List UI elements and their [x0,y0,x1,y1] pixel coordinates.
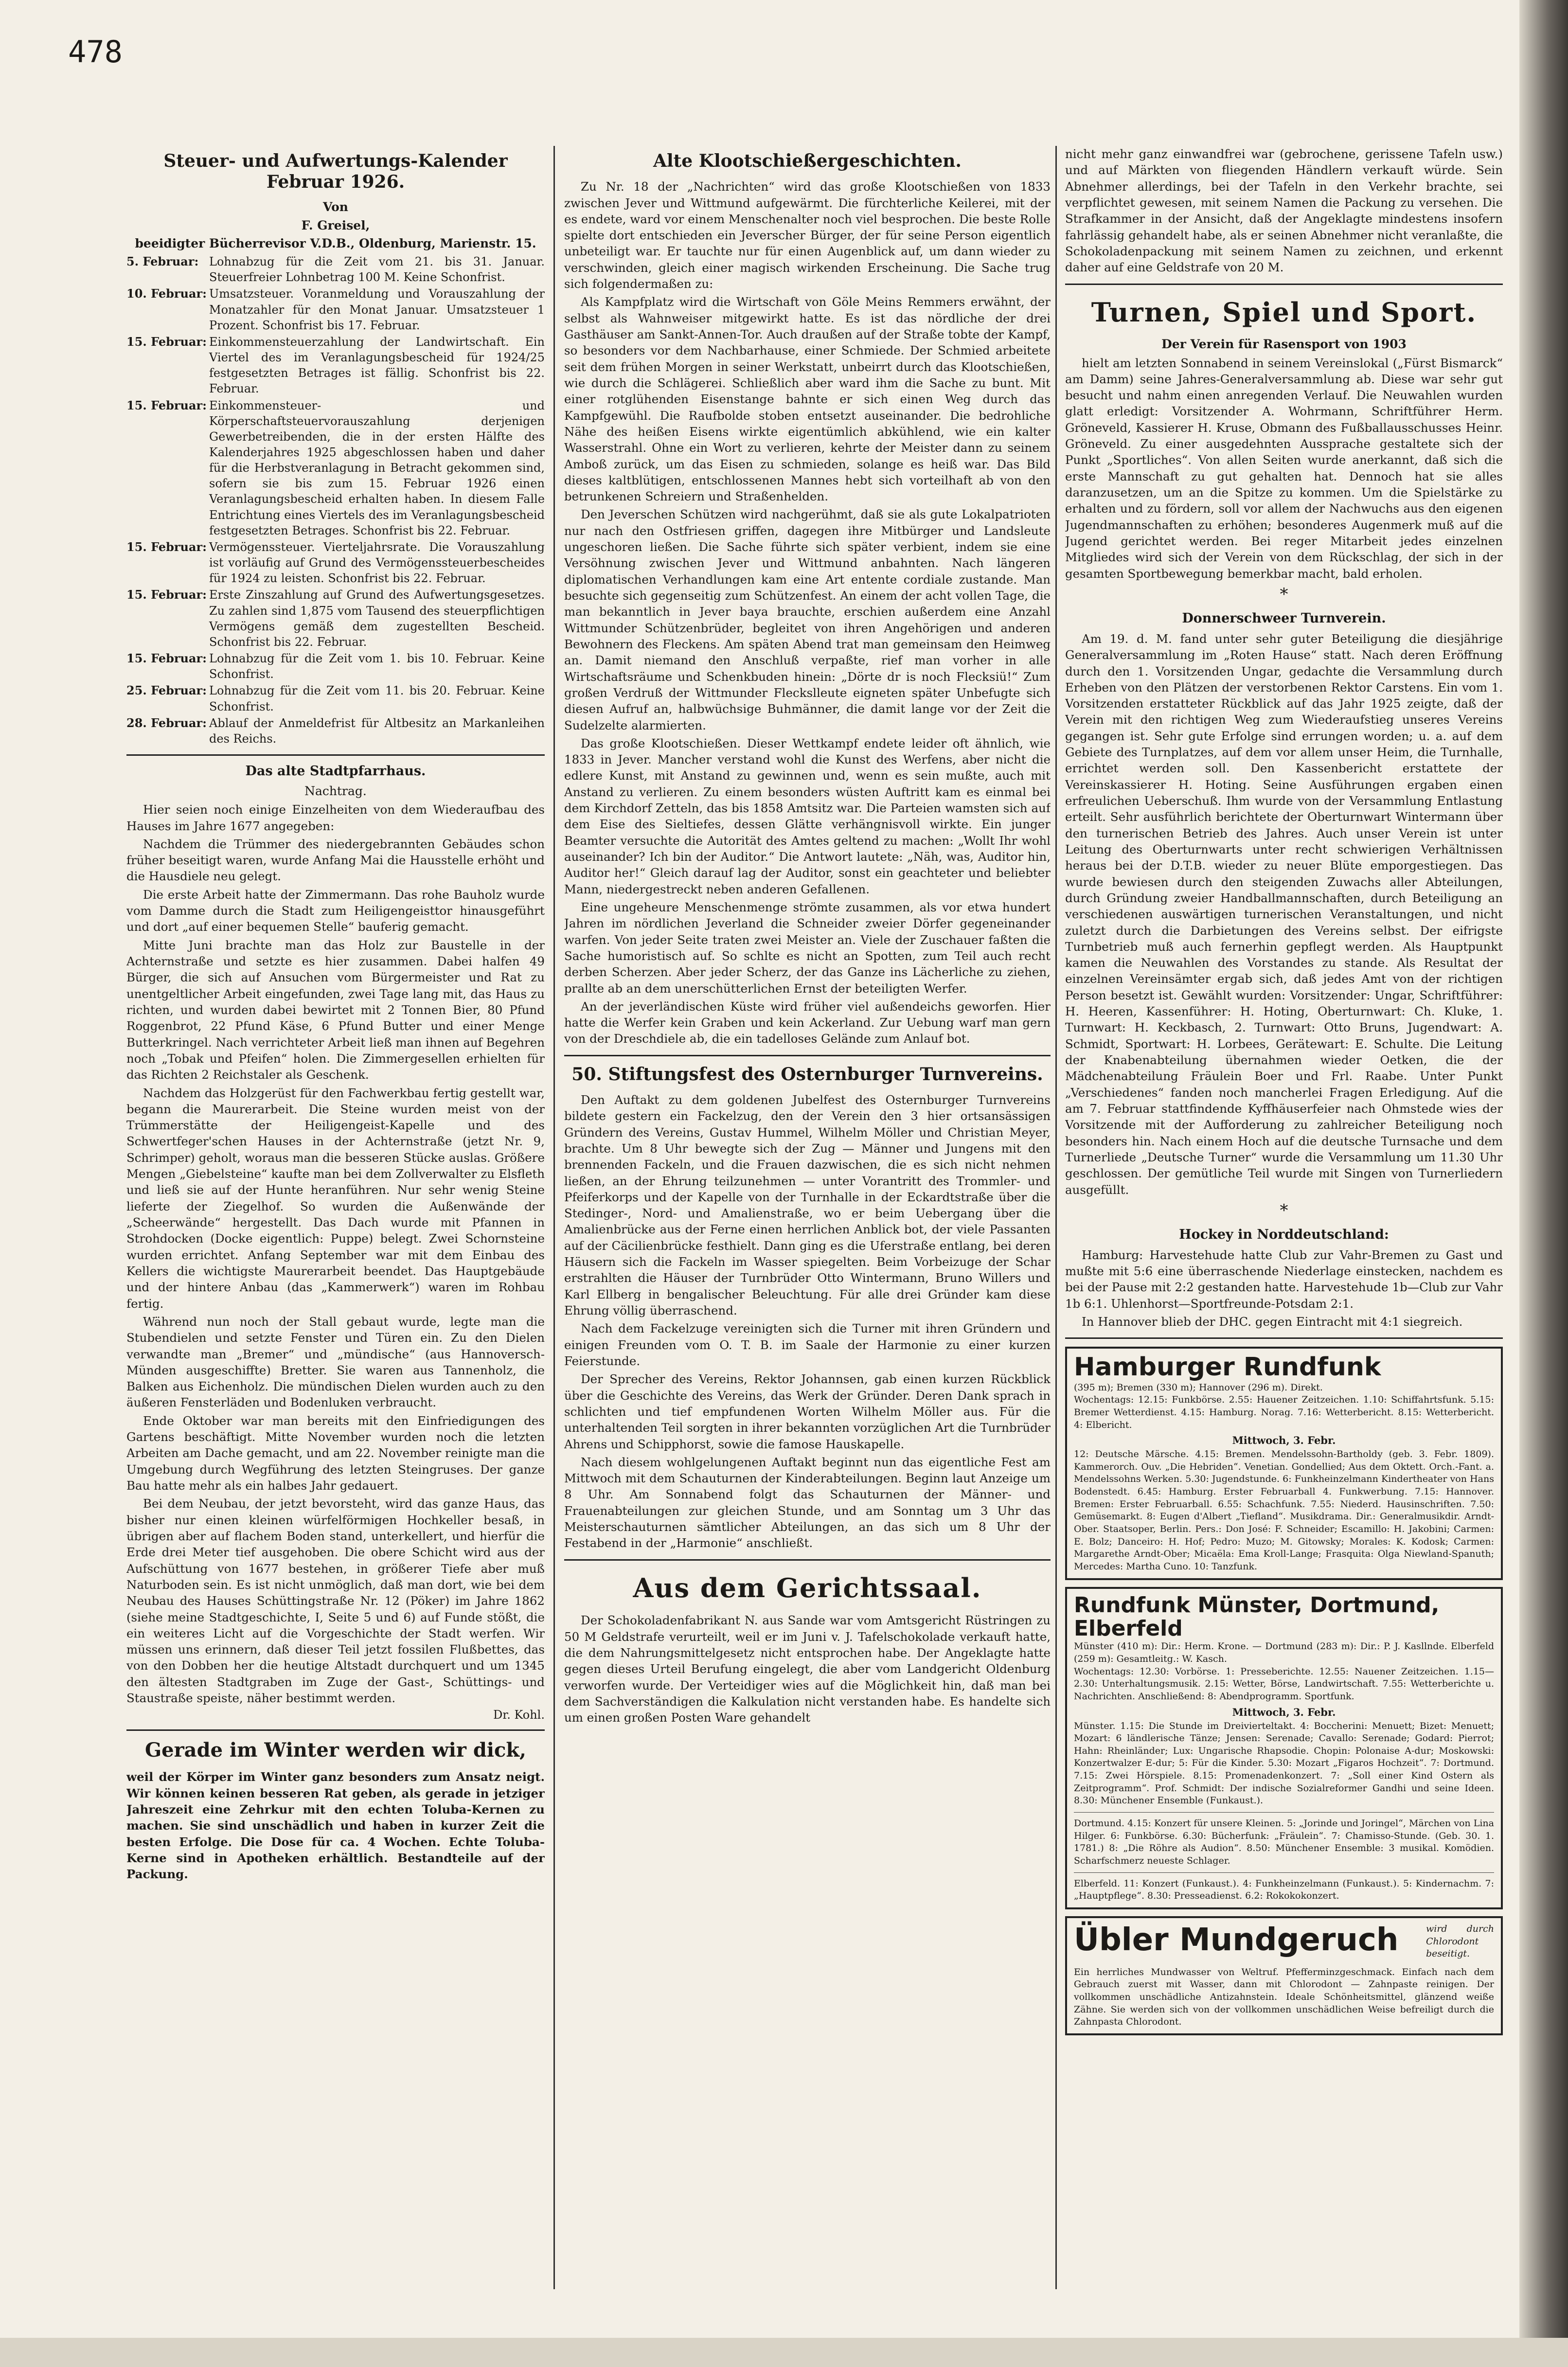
article-title: Steuer- und Aufwertungs-Kalender Februar 1926. [163,151,508,193]
listing-title: Rundfunk Münster, Dortmund, Elberfeld [1074,1592,1440,1641]
calendar-entry [126,651,545,682]
pfarrhaus-article [126,764,545,1722]
divider [1074,1812,1494,1813]
calendar-date: 5. Februar: [126,254,199,269]
listing-meta: Münster (410 m): Dir.: Herm. Krone. — Dortmund (283 m): Dir.: P. J. Kasllnde. Elberfeld (259 m): Gesamtleitg.: W. Kasch. [1074,1641,1494,1664]
column-divider [1055,146,1057,2289]
column-left [126,146,545,2314]
paragraph: Den Jeverschen Schützen wird nachgerühmt, daß sie als gute Lokalpatrioten nur nach den Ostfriesen griffen, dagegen ihre Mitbürger und Landsleute ungeschoren ließen. Die Sache führte sich später verbient, indem sie eine Versöhnung zwischen Jever und Wittmund anbahnten. Nach längeren diplomatischen Verhandlungen kam eine Art entente cordiale zustande. Man besuchte sich gegenseitig zum Schützenfest. An einem der acht vollen Tage, die man bekanntlich in Jever baya brauchte, erschien außerdem eine Anzahl Wittmunder Schützenbrüder, begleitet von ihren Angehörigen und anderen Bewohnern des Fleckens. Am späten Abend trat man gemeinsam den Heimweg an. Damit niemand den Anschluß verpaßte, rief man vorher in alle Wirtschaftsräume und Schenkbuden hinein: „Dörte dr is noch Flecksiü!“ Zum großen Verdruß der Wittmunder Fleckslleute eigneten später Unbefugte sich diesen Aufruf an, halbwüchsige Buhmänner, die damit lange vor der Zeit die Sudelzelte alarmierten. [564,507,1051,732]
article-subtitle: Der Verein für Rasensport von 1903 [1161,337,1407,352]
signature: Dr. Kohl. [493,1708,545,1722]
scan-bottom-margin [0,2338,1568,2367]
paragraph: Am 19. d. M. fand unter sehr guter Beteiligung die diesjährige Generalversammlung im „Roten Hause“ statt. Nach deren Eröffnung durch den 1. Vorsitzenden Ungar, gedachte die Versammlung durch Erheben von den Plätzen der verstorbenen Rektor Carstens. Ein vom 1. Vorsitzenden erstatteter Rückblick auf das Jahr 1925 zeigte, daß der Verein mit den richtigen Weg zum Wiederaufstieg unseres Vereins gegangen ist. Sehr gute Erfolge sind errungen worden; u. a. auf dem Gebiete des Turnplatzes, auf dem vor allem unser Heim, die Turnhalle, errichtet werden soll. Den Kassenbericht erstattete der Vereinskassierer H. Hoting. Seine Ausführungen ergaben einen erfreulichen Ueberschuß. Ihm wurde von der Versammlung Entlastung erteilt. Sehr ausführlich berichtete der Oberturnwart Wintermann über den turnerischen Betrieb des Jahres. Auch unser Verein ist unter Leitung des Oberturnwarts unter recht schwierigen Verhältnissen heraus bei der D.T.B. wieder zu neuer Blüte emporgestiegen. Das wurde bewiesen durch den steigenden Zuwachs aller Abteilungen, durch Gründung zweier Handballmannschaften, durch Beteiligung an verschiedenen auswärtigen turnerischen Veranstaltungen, und nicht zuletzt durch die Darbietungen des Vereins selbst. Der eifrigste Turnbetrieb muß auch fernerhin gepflegt werden. Als Hauptpunkt kamen die Neuwahlen des Vorstandes zu stande. Als Resultat der einzelnen Vereinsämter ergab sich, daß jedes Amt von der richtigen Person besetzt ist. Gewählt wurden: Vorsitzender: Ungar, Schriftführer: H. Heeren, Kassenführer: H. Hoting, Oberturnwart: Ch. Kluke, 1. Turnwart: H. Keckbasch, 2. Turnwart: Otto Bruns, Jugendwart: A. Schmidt, Sportwart: H. Lorbees, Gerätewart: E. Schulte. Die Leitung der Knabenabteilung übernahmen wieder Oetken, die der Mädchenabteilung Fräulein Boer und Frl. Raabe. Unter Punkt „Verschiedenes“ fanden noch mancherlei Fragen Erledigung. Auf die am 7. Februar stattfindende Kyffhäuserfeier nach Ohmstede wies der Vorsitzende mit der Aufforderung zu zahlreicher Beteiligung noch besonders hin. Nach einem Hoch auf die deutsche Turnsache und dem Turnerliede „Deutsche Turner“ wurde die Versammlung um 11.30 Uhr geschlossen. Der gemütliche Teil wurde mit Singen von Turnerliedern ausgefüllt. [1065,631,1503,1197]
article-title: Hockey in Norddeutschland: [1179,1227,1389,1242]
paragraph: Während nun noch der Stall gebaut wurde, legte man die Stubendielen und setzte Fenster und Türen ein. Zu den Dielen verwandte man „Bremer“ und „mündische“ (aus Hannoversch-Münden ausgeschiffte) Bretter. Sie waren aus Tannenholz, die Balken aus Eichenholz. Die mündischen Dielen wurden auch zu den äußeren Fensterläden und Bodenluken verbraucht. [126,1314,545,1410]
calendar-entry [126,254,545,285]
paragraph: Nach diesem wohlgelungenen Auftakt beginnt nun das eigentliche Fest am Mittwoch mit dem Schauturnen der Kinderabteilungen. Beginn laut Anzeige um 8 Uhr. Am Sonnabend folgt das Schauturnen der Männer- und Frauenabteilungen zur gleichen Stunde, und am Sonntag um 3 Uhr das Meisterschauturnen sämtlicher Abteilungen, an das sich um 8 Uhr der Festabend in der „Harmonie“ anschließt. [564,1455,1051,1550]
scan-edge-shadow [1519,0,1568,2367]
calendar-date: 25. Februar: [126,683,207,698]
paragraph: Bei dem Neubau, der jetzt bevorsteht, wird das ganze Haus, das bisher nur einen kleinen würfelförmigen Hochkeller besaß, in übrigen aber auf flachem Boden stand, unterkellert, und hierfür die Erde drei Meter tief ausgehoben. Die obere Schicht wird aus der Aufschüttung von 1677 bestehen, in größerer Tiefe aber muß Naturboden sein. Es ist nicht unmöglich, daß man dort, wie bei dem Neubau des Hauses Schüttingstraße Nr. 12 (Pöker) im Jahre 1862 (siehe meine Stadtgeschichte, I, Seite 5 und 6) auf Funde stößt, die ein weiteres Licht auf die Vorgeschichte der Stadt werfen. Wir müssen uns erinnern, daß dieser Teil jetzt fossilen Flußbettes, das von den Dobben her die heutige Altstadt durchquert und um 1345 den ältesten Stadtgraben im Zuge der Gast-, Schüttings- und Staustraße speiste, näher bestimmt werden. [126,1496,545,1706]
separator-star: * [1280,1200,1288,1220]
hockey-article [1065,1227,1503,1330]
paragraph: Die erste Arbeit hatte der Zimmermann. Das rohe Bauholz wurde vom Damme durch die Stadt zum Heiligengeisttor hinausgeführt und dort „auf einer bequemen Stelle“ bauferig gemacht. [126,887,545,934]
kloot-article [564,151,1051,1047]
calendar-entry [126,715,545,747]
hamburg-radio-listing [1065,1347,1503,1580]
listing-title: Hamburger Rundfunk [1074,1353,1381,1382]
divider [1074,1872,1494,1873]
chlorodont-advertisement [1065,1916,1503,2035]
calendar-text: Ablauf der Anmeldefrist für Altbesitz an Markanleihen des Reichs. [209,716,545,746]
article-title: Alte Klootschießergeschichten. [653,151,962,171]
ad-title: Gerade im Winter werden wir dick, [145,1739,526,1762]
calendar-date: 10. Februar: [126,286,207,301]
calendar-text: Lohnabzug für die Zeit vom 1. bis 10. Februar. Keine Schonfrist. [209,652,545,681]
calendar-date: 15. Februar: [126,398,207,412]
paragraph: Nachdem das Holzgerüst für den Fachwerkbau fertig gestellt war, begann die Maurerarbeit. Die Steine wurden meist von der Trümmerstätte der Heiligengeist-Kapelle und des Schwertfeger'schen Hauses in der Achternstraße (jetzt Nr. 9, Schrimper) geholt, woraus man die besseren Stücke auslas. Größere Mengen „Giebelsteine“ kaufte man bei dem Zollverwalter zu Elsfleth und ließ sie auf der Hunte heranführen. Nur sehr wenig Steine lieferte der Ziegelhof. So wurden die Außenwände der „Scheerwände“ hergestellt. Das Dach wurde mit Pfannen in Strohdocken (Docke eigentlich: Puppe) belegt. Zwei Schornsteine wurden errichtet. Anfang September war mit dem Einbau des Kellers die wichtigste Maurerarbeit beendet. Das Hauptgebäude und der hintere Anbau (das „Kammerwerk“) waren im Rohbau fertig. [126,1086,545,1311]
calendar-date: 28. Februar: [126,715,207,730]
paragraph: Nach dem Fackelzuge vereinigten sich die Turner mit ihren Gründern und einigen Freunden vom O. T. B. im Saale der Harmonie zu einer kurzen Feierstunde. [564,1321,1051,1368]
article-title: Aus dem Gerichtssaal. [633,1572,982,1603]
paragraph: An der jeverländischen Küste wird früher viel außendeichs geworfen. Hier hatte die Werfer kein Graben und kein Ackerland. Zur Uebung warf man gern von der Dreschdiele ab, die ein tadelloses Gelände zum Anlauf bot. [564,999,1051,1046]
sport-article [1065,297,1503,582]
tax-calendar-article [126,151,545,747]
paragraph: In Hannover blieb der DHC. gegen Eintracht mit 4:1 siegreich. [1082,1315,1463,1329]
paragraph: Nachdem die Trümmer des niedergebrannten Gebäudes schon früher beseitigt waren, wurde Anfang Mai die Hausstelle erhöht und die Hausdiele neu gelegt. [126,836,545,884]
article-title: Das alte Stadtpfarrhaus. [245,763,426,779]
column-middle [564,146,1051,2314]
paragraph: Hier seien noch einige Einzelheiten von dem Wiederaufbau des Hauses im Jahre 1677 angegeben: [126,802,545,833]
column-divider [553,146,555,2289]
separator-star: * [1280,584,1288,604]
article-body [1065,631,1503,1198]
divider [126,1729,545,1731]
divider [1065,1337,1503,1339]
listing-day: Mittwoch, 3. Febr. [1232,1434,1336,1447]
byline-von: Von [323,200,348,214]
article-body [564,178,1051,1047]
calendar-date: 15. Februar: [126,539,207,554]
calendar-text: Einkommensteuer- und Körperschaftsteuervorauszahlung derjenigen Gewerbetreibenden, die in der ersten Hälfte des Kalenderjahres 1925 abgeschlossen haben und daher für die Herbstveranlagung in Betracht gekommen sind, sofern sie bis zum 15. Februar 1926 einen Veranlagungsbescheid erhalten haben. In diesem Falle Entrichtung eines Viertels des im Veranlagungsbescheid festgesetzten Betrages. Schonfrist bis 22. Februar. [209,398,545,537]
paragraph: Das große Klootschießen. Dieser Wettkampf endete leider oft ähnlich, wie 1833 in Jever. Mancher verstand wohl die Kunst des Werfens, aber nicht die edlere Kunst, mit Anstand zu gewinnen und, wenn es sein mußte, auch mit Anstand zu verlieren. Zu einem besonders wüsten Auftritt kam es einmal bei dem Kirchdorf Zetteln, das bis 1858 Amtsitz war. Die Parteien wamsten sich auf dem Eise des Sieltiefes, dessen Glätte verhängnisvoll wirkte. Ein junger Beamter versuchte die Autorität des Amtes geltend zu machen: „Wollt Ihr wohl auseinander? Ich bin der Auditor.“ Die Antwort lautete: „Näh, was, Auditor hin, Auditor her!“ Gleich darauf lag der Auditor, sonst ein geachteter und beliebter Mann, niedergestreckt neben anderen Gefallenen. [564,736,1051,896]
paragraph: Ende Oktober war man bereits mit den Einfriedigungen des Gartens beschäftigt. Mitte November wurden noch die letzten Arbeiten am Dache gemacht, und am 22. November reinigte man die Umgebung durch Wegführung des letzten Steingruses. Der ganze Bau hatte mehr als ein halbes Jahr gedauert. [126,1413,545,1493]
calendar-date: 15. Februar: [126,651,207,666]
calendar-entry [126,539,545,586]
calendar-entry [126,398,545,538]
toluba-advertisement [126,1739,545,1882]
paragraph: Als Kampfplatz wird die Wirtschaft von Göle Meins Remmers erwähnt, der selbst als Wahnweiser mitgewirkt hatte. Es ist das nördliche der drei Gasthäuser am Sankt-Annen-Tor. Auch draußen auf der Straße tobte der Kampf, so besonders vor dem Nachbarhause, einer Schmiede. Der Schmied arbeitete seit dem frühen Morgen in seiner Werkstatt, unbeirrt durch das Klootschießen, wie durch die Schlägerei. Schließlich aber ward ihm die Sache zu bunt. Mit einer rotglühenden Eisenstange bahnte er sich einen Weg durch das Kampfgewühl. Die Raufbolde stoben entsetzt auseinander. Die bedrohliche Nähe des heißen Eisens wirkte eigentümlich abkühlend, wie ein kalter Wasserstrahl. Ohne ein Wort zu verlieren, kehrte der Meister dann zu seinem Amboß zurück, um das Eisen zu schmieden, solange es heiß war. Das Bild dieses kaltblütigen, entschlossenen Mannes hebt sich vorteilhaft ab von den betrunkenen Schreiern und Straßenhelden. [564,295,1051,504]
listing-dortmund: Dortmund. 4.15: Konzert für unsere Kleinen. 5: „Jorinde und Joringel“, Märchen von Lina Hilger. 6: Funkbörse. 6.30: Bücherfunk: „Fräulein“. 7: Chamisso-Stunde. (Geb. 30. 1. 1781.) 8: „Die Röhre als Audion“. 8.50: Münchener Ensemble: 3 musikal. Komödien. Scharfschmerz neueste Schlager. [1074,1818,1494,1866]
divider [564,1559,1051,1561]
listing-intro: Wochentags: 12.15: Funkbörse. 2.55: Hauener Zeitzeichen. 1.10: Schiffahrtsfunk. 5.15: Bremer Wetterdienst. 4.15: Hamburg. Norag. 7.16: Wetterbericht. 8.15: Wetterbericht. 4: Elbericht. [1074,1394,1494,1430]
paragraph: Eine ungeheure Menschenmenge strömte zusammen, als vor etwa hundert Jahren im nördlichen Jeverland die Schneider zweier Dörfer gegeneinander warfen. Von jeder Seite traten zwei Meister an. Viele der Zuschauer faßten die Sache humoristisch auf. So schlte es nicht an Spotten, zum Teil auch recht derben Scherzen. Aber jeder Scherz, der das Ganze ins Lächerliche zu ziehen, prallte ab an dem unerschütterlichen Ernst der beteiligten Werfer. [564,900,1051,996]
ad-text: weil der Körper im Winter ganz besonders zum Ansatz neigt. Wir können keinen besseren Rat geben, als gerade in jetziger Jahreszeit eine Zehrkur mit den echten Toluba-Kernen zu machen. Sie sind unschädlich und haben in kurzer Zeit die besten Erfolge. Die Dose für ca. 4 Wochen. Echte Toluba-Kerne sind in Apotheken erhältlich. Bestandteile auf der Packung. [126,1770,545,1882]
listing-elberfeld: Elberfeld. 11: Konzert (Funkaust.). 4: Funkheinzelmann (Funkaust.). 5: Kindernachm. 7: „Hauptpflege“. 8.30: Presseadienst. 6.2: Rokokokonzert. [1074,1878,1494,1902]
paragraph: hielt am letzten Sonnabend in seinem Vereinslokal („Fürst Bismarck“ am Damm) seine Jahres-Generalversammlung ab. Diese war sehr gut besucht und nahm einen anregenden Verlauf. Die Neuwahlen wurden glatt erledigt: Vorsitzender A. Wohrmann, Schriftführer Herm. Gröneveld, Kassierer H. Kruse, Obmann des Fußballausschusses Heinr. Gröneveld. Zu einer ausgedehnten Aussprache gestaltete sich der Punkt „Sportliches“. Von allen Seiten wurde anerkannt, daß sich die erste Mannschaft zu gut gehalten hat. Dennoch hat sie alles daranzusetzen, um an die Spitze zu kommen. Um die Spielstärke zu erhalten und zu fördern, soll vor allem der Nachwuchs aus den eigenen Jugendmannschaften zu erhöhen; besonderes Augenmerk muß auf die Jugend gerichtet werden. Bei reger Mitarbeit jedes einzelnen Mitgliedes wird sich der Verein von dem Rückschlag, der sich in der gesamten Sportbewegung bemerkbar macht, bald erholen. [1065,356,1503,581]
calendar-text: Erste Zinszahlung auf Grund des Aufwertungsgesetzes. Zu zahlen sind 1,875 vom Tausend des steuerpflichtigen Vermögens gemäß dem zugestellten Bescheid. Schonfrist bis 22. Februar. [209,588,545,649]
ad-text: Ein herrliches Mundwasser von Weltruf. Pfefferminzgeschmack. Einfach nach dem Gebrauch zuerst mit Wasser, dann mit Chlorodont — Zahnpaste reinigen. Der vollkommen unschädliche Antizahnstein. Ideale Schönheitsmittel, glänzend weiße Zähne. Sie werden sich von der vollkommen unschädlichen Weise befreiligt durch die Zahnpasta Chlorodont. [1074,1966,1494,2028]
ad-title: Übler Mundgeruch [1074,1922,1399,1958]
calendar-entry [126,286,545,333]
calendar-entry [126,334,545,397]
paragraph: Den Auftakt zu dem goldenen Jubelfest des Osternburger Turnvereins bildete gestern ein Fackelzug, den der Verein den 3 hier ortsansässigen Gründern des Vereins, Gustav Hummel, Wilhelm Möller und Christian Meyer, brachte. Um 8 Uhr bewegte sich der Zug — Männer und Jungens mit den brennenden Fackeln, und die Frauen dazwischen, die es sich nicht nehmen ließen, an der Ehrung teilzunehmen — unter Vorantritt des Trommler- und Pfeiferkorps und der Kapelle von der Turnhalle in der Eckardtstraße über die Stedinger-, Nord- und Amalienstraße, wo er beim Uebergang über die Amalienbrücke aus der Ferne einen herrlichen Anblick bot, der viele Passanten auf der Cäcilienbrücke festhielt. Dann ging es die Uferstraße entlang, bei deren Häusern sich die Fackeln im Wasser spiegelten. Beim Vorbeizuge der Schar erstrahlten die Häuser der Turnbrüder Otto Wintermann, Bruno Willers und Karl Ellberg in bengalischer Beleuchtung. Für alle drei Gründer kam diese Ehrung völlig überraschend. [564,1092,1051,1317]
paragraph: Zu Nr. 18 der „Nachrichten“ wird das große Klootschießen von 1833 zwischen Jever und Wittmund aufgewärmt. Die fürchterliche Keilerei, mit der es endete, ward vor einem Menschenalter noch viel besprochen. Die beste Rolle spielte dort entschieden ein Jeverscher Bürger, der für seine Person eigentlich unbeteiligt war. Er tauchte nur für einen Augenblick auf, um dann wieder zu verschwinden, gleich einer magisch wirkenden Erscheinung. Die Sache trug sich folgendermaßen zu: [564,179,1051,291]
court-continuation: nicht mehr ganz einwandfrei war (gebrochene, gerissene Tafeln usw.) und auf Märkten von fliegenden Händlern verkauft würde. Sein Abnehmer allerdings, bei der Tafeln in den Verkehr brachte, sei verpflichtet gewesen, mit seinem Namen die Packung zu versehen. Die Strafkammer in der Ansicht, daß der Angeklagte mindestens insofern fahrlässig gehandelt habe, als er seinen Abnehmer nicht veranlaßte, die Schokoladenpackung mit seinem Namen zu zeichnen, und erkennt daher auf eine Geldstrafe von 20 M. [1065,147,1503,275]
divider [564,1055,1051,1056]
article-subtitle: Nachtrag. [304,783,367,798]
listing-wochentags: Wochentags: 12.30: Vorbörse. 1: Presseberichte. 12.55: Nauener Zeitzeichen. 1.15—2.30: Unterhaltungsmusik. 2.15: Wetter, Börse, Landwirtschaft. 7.55: Wetterberichte u. Nachrichten. Anschließend: 8: Abendprogramm. Sportfunk. [1074,1666,1494,1702]
muenster-radio-listing [1065,1587,1503,1909]
author-name: F. Greisel, [301,218,370,232]
listing-muenster: Münster. 1.15: Die Stunde im Dreivierteltakt. 4: Boccherini: Menuett; Bizet: Menuett; Mozart: 6 ländlerische Tänze; Jensen: Serenade; Cavallo: Serenade; Godard: Pierrot; Hahn: Rheinländer; Lux: Ungarische Rhapsodie. Chopin: Polonaise A-dur; Moskowski: Konzertwalzer E-dur; 5: Für die Kinder. 5.30: Mozart „Figaros Hochzeit“. 7: Dortmund. 7.15: Zwei Hörspiele. 8.15: Promenadenkonzert. 7: „Soll einer Kind Ostern als Zeitprogramm“. Prof. Schmidt: Der indische Sozialreformer Gandhi und seine Ideen. 8.30: Münchener Ensemble (Funkaust.). [1074,1720,1494,1806]
calendar-text: Lohnabzug für die Zeit vom 21. bis 31. Januar. Steuerfreier Lohnbetrag 100 M. Keine Schonfrist. [209,255,545,285]
article-body [564,1612,1051,1726]
listing-program: 12: Deutsche Märsche. 4.15: Bremen. Mendelssohn-Bartholdy (geb. 3. Febr. 1809). Kammerorch. Ouv. „Die Hebriden“. Venetian. Gondellied; Aus dem Oktett. Orch.-Fant. a. Mendelssohns Werken. 5.30: Jugendstunde. 6: Funkheinzelmann Kindertheater von Hans Bodenstedt. 6.45: Hamburg. Erster Februarball 4. Funkwerbung. 7.15: Hannover. Bremen: Erster Februarball. 6.55: Schachfunk. 7.55: Niederd. Hausinschriften. 7.50: Gemüsemarkt. 8: Eugen d'Albert „Tiefland“. Musikdrama. Dir.: Generalmusikdir. Arndt-Ober. Staatsoper, Berlin. Pers.: Don José: F. Schneider; Escamillo: H. Jakobini; Carmen: E. Bolz; Danceiro: H. Hof; Pedro: Muzo; M. Gitowsky; Morales: K. Kodosk; Carmen: Margarethe Arndt-Ober; Micaëla: Ema Kroll-Lange; Frasquita: Olga Niewland-Spanuth; Mercedes: Martha Cuno. 10: Tanzfunk. [1074,1449,1494,1572]
listing-day: Mittwoch, 3. Febr. [1232,1706,1336,1718]
author-role: beeidigter Bücherrevisor V.D.B., Oldenburg, Marienstr. 15. [135,236,536,250]
calendar-entry [126,587,545,650]
calendar-date: 15. Februar: [126,587,207,602]
calendar-text: Einkommensteuerzahlung der Landwirtschaft. Ein Viertel des im Veranlagungsbescheid für 1924/25 festgesetzten Betrages ist fällig. Schonfrist bis 22. Februar. [209,335,545,396]
paragraph: Hamburg: Harvestehude hatte Club zur Vahr-Bremen zu Gast und mußte mit 5:6 eine überraschende Niederlage einstecken, nachdem es bei der Pause mit 2:2 gestanden hatte. Harvestehude 1b—Club zur Vahr 1b 6:1. Uhlenhorst—Sportfreunde-Potsdam 2:1. [1065,1247,1503,1311]
donnerschwee-article [1065,611,1503,1198]
divider [1065,284,1503,285]
calendar-text: Umsatzsteuer. Voranmeldung und Vorauszahlung der Monatzahler für den Monat Januar. Umsatzsteuer 1 Prozent. Schonfrist bis 17. Februar. [209,287,545,332]
calendar-text: Vermögenssteuer. Vierteljahrsrate. Die Vorauszahlung ist vorläufig auf Grund des Vermögenssteuerbescheides für 1924 zu leisten. Schonfrist bis 22. Februar. [209,540,545,586]
court-article [564,1572,1051,1726]
calendar-entry [126,683,545,714]
paragraph: Der Sprecher des Vereins, Rektor Johannsen, gab einen kurzen Rückblick über die Geschichte des Vereins, das Werk der Gründer. Deren Dank sprach in schlichten und tief empfundenen Worten Wilhelm Möller aus. Für die unterhaltenden Teil sorgten in ihrer bekannten vorzüglichen Art die Turnbrüder Ahrens und Schipphorst, sowie die famose Hauskapelle. [564,1372,1051,1451]
calendar-list [126,254,545,747]
listing-meta: (395 m); Bremen (330 m); Hannover (296 m). Direkt. [1074,1382,1323,1393]
article-body [564,1092,1051,1551]
article-title: 50. Stiftungsfest des Osternburger Turnvereins. [571,1064,1043,1085]
article-title: Donnerschweer Turnverein. [1182,610,1386,626]
section-title: Turnen, Spiel und Sport. [1091,296,1477,328]
osternburg-article [564,1064,1051,1551]
calendar-date: 15. Februar: [126,334,207,349]
article-body [126,801,545,1706]
page-number: 478 [68,34,123,70]
divider [126,754,545,756]
column-right [1065,146,1503,2314]
calendar-text: Lohnabzug für die Zeit vom 11. bis 20. Februar. Keine Schonfrist. [209,684,545,713]
ad-side-text: wird durch Chlorodont beseitigt. [1426,1923,1494,1959]
article-body [1065,1247,1503,1330]
article-body [1065,355,1503,582]
paragraph: Der Schokoladenfabrikant N. aus Sande war vom Amtsgericht Rüstringen zu 50 M Geldstrafe verurteilt, weil er im Juni v. J. Tafelschokolade verkauft hatte, die dem Nahrungsmittelgesetz nicht entsprochen habe. Der Angeklagte hatte gegen dieses Urteil Berufung eingelegt, die aber vom Landgericht Oldenburg verworfen wurde. Der Verteidiger wies auf die Möglichkeit hin, daß man bei dem Sachverständigen die Kalkulation nicht verstanden habe. Es handelte sich um einen großen Posten Ware gehandelt [564,1613,1051,1725]
paragraph: Mitte Juni brachte man das Holz zur Baustelle in der Achternstraße und setzte es hier zusammen. Dabei halfen 49 Bürger, die sich auf Ansuchen vom Bürgermeister und Rat zu unentgeltlicher Arbeit eingefunden, zwei Tage lang mit, das Haus zu richten, und wurden dabei bewirtet mit 2 Tonnen Bier, 80 Pfund Roggenbrot, 22 Pfund Käse, 6 Pfund Butter und einer Menge Butterkringel. Nach verrichteter Arbeit ließ man ihnen auf Begehren noch „Tobak und Pfeifen“ holen. Die Zimmergesellen erhielten für das Richten 2 Reichstaler als Geschenk. [126,938,545,1082]
